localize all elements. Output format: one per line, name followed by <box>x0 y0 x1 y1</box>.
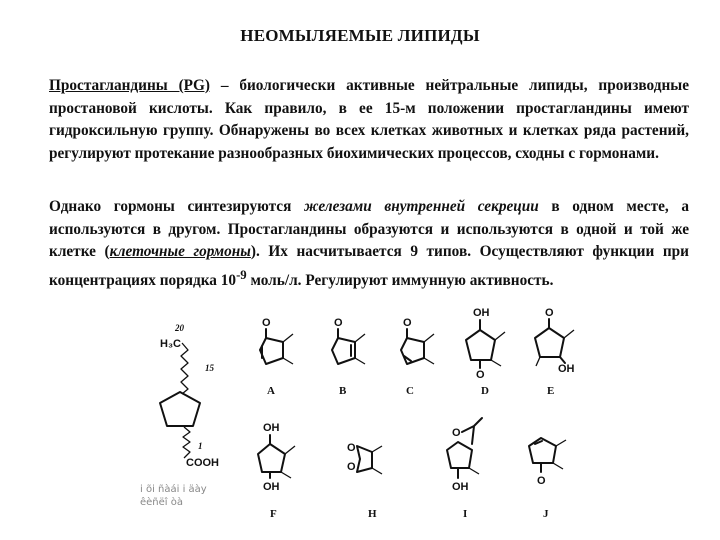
cyclopentane-ring <box>160 392 200 426</box>
hydroxyl-label: OH <box>263 481 280 493</box>
label-f: F <box>270 508 277 520</box>
oxygen-label: O <box>537 475 546 487</box>
hydroxyl-label: OH <box>263 422 280 434</box>
structure-e <box>535 307 575 397</box>
carbon-1-label: 1 <box>198 441 203 451</box>
label-h: H <box>368 508 377 520</box>
label-a: A <box>267 385 275 397</box>
label-b: B <box>339 385 347 397</box>
endocrine-glands-term: железами внутренней секреции <box>303 198 539 215</box>
oxygen-label: O <box>347 442 356 454</box>
oxygen-label: O <box>545 307 554 319</box>
hydroxyl-label: OH <box>473 307 490 319</box>
oxygen-label: O <box>476 369 485 381</box>
methyl-group-label: H₃C <box>160 338 181 350</box>
garbled-caption <box>140 483 207 509</box>
oxygen-label: O <box>403 317 412 329</box>
structure-a <box>260 317 293 397</box>
lower-chain <box>183 427 190 458</box>
upper-chain <box>181 343 188 394</box>
label-i: I <box>463 508 468 520</box>
label-e: E <box>547 385 555 397</box>
p2-text-2: в одном месте, а используются в другом. Простагландины образуются и используются в одной и той же клетке ( <box>49 198 689 260</box>
label-c: C <box>406 385 414 397</box>
concentration-exponent: -9 <box>236 267 247 282</box>
carbon-20-label: 20 <box>175 323 184 333</box>
oxygen-label: O <box>347 461 356 473</box>
page-title: НЕОМЫЛЯЕМЫЕ ЛИПИДЫ <box>240 26 480 45</box>
caption-line-1: i õi ñàái i äày <box>140 484 207 495</box>
hydroxyl-label: OH <box>452 481 469 493</box>
oxygen-label: O <box>334 317 343 329</box>
structure-i <box>447 418 482 520</box>
p2-text-4: моль/л. Регулируют иммунную активность. <box>246 271 554 289</box>
cell-hormones-term: клеточные гормоны <box>109 243 251 260</box>
hydroxyl-label: OH <box>558 363 575 375</box>
definition-text: – биологически активные нейтральные липиды, производные простановой кислоты. Как правило, в ее 15-м положении простагландины имеют гидроксильную группу. Обнаружены во всех клетках животных и клетках ряда растений, регулируют протекание разнообразных биохимических процессов, сходны с гормонами. <box>49 77 689 162</box>
carbon-15-label: 15 <box>205 363 214 373</box>
label-d: D <box>481 385 489 397</box>
p2-text-3: ). Их насчитывается 9 типов. Осуществляют функции при концентрациях порядка 10 <box>49 243 689 289</box>
structure-f <box>258 422 295 520</box>
prostanoic-acid-structure <box>160 323 219 469</box>
structure-d <box>466 307 505 397</box>
label-j: J <box>543 508 549 520</box>
structure-c <box>401 317 434 397</box>
structure-j <box>529 438 566 520</box>
term-prostaglandins: Простагландины (PG) <box>49 77 210 94</box>
caption-line-2: êèñëî òà <box>140 497 183 508</box>
structure-b <box>332 317 365 397</box>
p2-text-1: Однако гормоны синтезируются <box>49 198 304 215</box>
oxygen-label: O <box>452 427 461 439</box>
oxygen-label: O <box>262 317 271 329</box>
carboxyl-group-label: COOH <box>186 457 219 469</box>
structure-h <box>347 442 382 520</box>
